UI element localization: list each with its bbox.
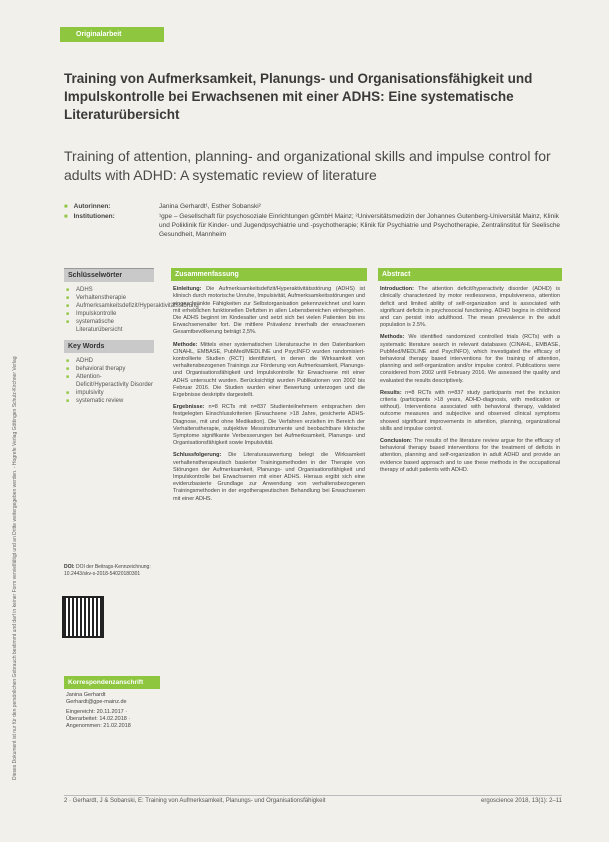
side-copyright-note (12, 40, 22, 780)
keyword-en: ■ Attention-Deficit/Hyperactivity Disorder (64, 373, 154, 389)
correspondence-email: Gerhardt@gpe-mainz.de (66, 699, 127, 705)
keyword-de: ■ Verhaltenstherapie (64, 294, 154, 302)
abstract-de-paragraph (173, 404, 365, 447)
correspondence-box (64, 676, 160, 733)
keywords-en-header: Key Words (64, 340, 154, 353)
keyword-en: ■ behavioral therapy (64, 365, 154, 373)
abstract-en-text: The attention deficit/hyperactivity disorder (ADHD) is clinically characterized by motor restlessness, impulsiveness, attention deficit and limited ability of self-organization and is associated with significant deficits in psychosocial functioning. ADHD begins in childhood and can persist into adulthood. The mean prevalence in the adult population is 2.5%. (380, 286, 560, 329)
abstract-en-label: Introduction: (380, 286, 414, 293)
abstract-en-header: Abstract (378, 268, 562, 281)
keyword-de: ■ Aufmerksamkeitsdefizit/Hyperaktivitätsstörung (64, 302, 154, 310)
correspondence-body (64, 689, 160, 733)
correspondence-header: Korrespondenzanschrift (64, 676, 160, 689)
abstract-en-label: Methods: (380, 334, 405, 341)
authors-label: ■ Autorinnen: (64, 202, 159, 212)
doi-block (64, 564, 160, 578)
keyword-en: ■ impulsivity (64, 389, 154, 397)
keyword-de: ■ Impulskontrolle (64, 310, 154, 318)
doi-label: DOI: (64, 564, 75, 570)
doi-value: DOI der Beitrags-Kennzeichnung: 10.2443/skv-s-2018-54020180301 (64, 564, 151, 577)
keywords-de-header: Schlüsselwörter (64, 269, 154, 282)
abstract-en-paragraph (380, 334, 560, 384)
abstract-de-text: Die Literaturauswertung belegt die Wirksamkeit verhaltenstherapeutisch basierter Trainingsmethoden in der Therapie von Störungen der Aufmerksamkeit, Planungs- und Organisationsfähigkeit und Impulskontrolle bei Erwachsenen mit einer ADHS. Hieraus ergibt sich eine evidenzbasierte Grundlage zur Anwendung von verhaltensbezogenen Trainingsmethoden in der ergotherapeutischen Behandlung bei Erwachsenen mit einer ADHS. (173, 452, 365, 502)
side-note-text: Dieses Dokument ist nur für den persönlichen Gebrauch bestimmt und darf in keiner Form vervielfältigt und an Dritte weitergegeben werden. - Hogrefe Verlag Göttingen Schulz-Kirchner Verlag (12, 356, 18, 780)
institutions-value: ¹gpe – Gesellschaft für psychosoziale Einrichtungen gGmbH Mainz; ²Universitätsmedizin der Johannes Gutenberg-Universität Mainz, Klinik und Poliklinik für Kinder- und Jugendpsychiatrie und -psychotherapie; Klinik für Psychiatrie und Psychotherapie, Zentralinstitut für Seelische Gesundheit, Mannheim (159, 213, 561, 238)
abstract-de-text: Die Aufmerksamkeitsdefizit/Hyperaktivitätsstörung (ADHS) ist klinisch durch motorische Unruhe, Impulsivität, Aufmerksamkeitsstörungen und eingeschränkte Fähigkeiten zur Selbstorganisation gekennzeichnet und kann mit erheblichen funktionellen Defiziten in allen Lebensbereichen einhergehen. Die ADHS beginnt im Kindesalter und setzt sich bei vielen Patienten bis ins Erwachsenenalter fort. Die mittlere Prävalenz innerhalb der erwachsenen Gesamtbevölkerung beträgt 2,5%. (173, 286, 366, 336)
keywords-en-list (64, 357, 154, 405)
correspondence-name: Janina Gerhardt (66, 692, 106, 698)
abstract-en-paragraph (380, 390, 560, 433)
title-german: Training von Aufmerksamkeit, Planungs- und Organisationsfähigkeit und Impulskontrolle bei Erwachsenen mit einer ADHS: Eine systematische Literaturübersicht (64, 71, 533, 122)
footer-journal: ergoscience 2018, 13(1): 2–11 (481, 798, 562, 804)
author-meta (64, 202, 564, 239)
correspondence-dates: Eingereicht: 20.11.2017 · Überarbeitet: 14.02.2018 · Angenommen: 21.02.2018 (66, 709, 131, 729)
section-tag: Originalarbeit (60, 27, 164, 42)
abstract-en-paragraph (380, 438, 560, 474)
authors-value: Janina Gerhardt¹, Esther Sobanski² (159, 203, 261, 210)
institutions-row (64, 212, 564, 239)
abstract-german (171, 268, 367, 503)
keyword-de: ■ ADHS (64, 286, 154, 294)
title-english: Training of attention, planning- and organizational skills and impulse control for adults with ADHD: A systematic review of literature (64, 148, 551, 183)
authors-row (64, 202, 564, 212)
abstract-de-header: Zusammenfassung (171, 268, 367, 281)
abstract-de-label: Methode: (173, 341, 198, 348)
abstract-en-label: Results: (380, 389, 402, 396)
keyword-en: ■ ADHD (64, 357, 154, 365)
abstract-de-text: Mittels einer systematischen Literatursuche in den Datenbanken CINAHL, EMBASE, PubMed/MEDLINE und PsycINFO wurden randomisiert-kontrollierte Studien (RCT) identifiziert, in denen die Wirksamkeit von verhaltensbezogenen Trainings zur Förderung von Aufmerksamkeit, Planungs- und Organisationsfähigkeit und Impulskontrolle für Erwachsene mit einer ADHS untersucht wurden. Berücksichtigt wurden Publikationen von 2002 bis Februar 2016. Die Studien wurden einer Bewertung unterzogen und die Ergebnisse deskriptiv dargestellt. (173, 341, 365, 399)
abstract-en-text: We identified randomized controlled trials (RCTs) with a systematic literature search in relevant databases (CINAHL, EMBASE, PubMed/MEDLINE and PsycINFO), which investigated the efficacy of behavioral therapy based interventions for the training of attention, planning and self-organization and/or impulse control. Publications were considered from 2002 until February 2016. We assessed the quality and evaluated the results descriptively. (380, 334, 560, 384)
abstract-english (378, 268, 562, 474)
abstract-en-text: The results of the literature review argue for the efficacy of behavioral therapy based interventions for the treatment of deficits in attention, planning and self-organization in adult ADHD and provide an evidence based approach and to use these methods in the occupational therapy of adult patients with ADHD. (380, 438, 560, 473)
abstract-de-label: Schlussfolgerung: (173, 452, 222, 459)
abstract-en-label: Conclusion: (380, 438, 412, 445)
abstract-en-paragraph (380, 286, 560, 329)
institutions-label: ■ Institutionen: (64, 212, 159, 239)
abstract-de-paragraph (173, 342, 365, 400)
page-footer (64, 795, 562, 804)
keyword-de: ■ systematische Literaturübersicht (64, 318, 154, 334)
abstract-de-paragraph (173, 452, 365, 502)
qr-code-icon (64, 598, 102, 636)
keyword-en: ■ systematic review (64, 397, 154, 405)
abstract-de-paragraph (173, 286, 365, 336)
footer-citation: 2 · Gerhardt, J & Sobanski, E: Training von Aufmerksamkeit, Planungs- und Organisationsfähigkeit (64, 798, 326, 804)
abstract-de-text: n=8 RCTs mit n=837 Studienteilnehmern entsprachen den festgelegten Einschlusskriterien (Erwachsene >18 Jahre, gesicherte ADHS-Diagnose, mit und ohne Medikation). Die Verfahren erzielten im Bereich der Verhaltenstherapie, subjektive Messinstrumente und beobachtbare klinische Symptome signifikante Verbesserungen bei Aufmerksamkeit, Planungs- und Organisationsfähigkeit sowie Impulsivität. (173, 404, 366, 447)
abstract-de-label: Einleitung: (173, 286, 202, 293)
abstract-en-text: n=8 RCTs with n=837 study participants met the inclusion criteria (participants >18 years, ADHD-diagnosis, with medication or without). Interventions associated with behavioral therapy, validated outcome measures and subjective and observed clinical symptoms showed significant improvements in attention, planning, organizational skills and impulse control. (380, 389, 561, 432)
abstract-de-label: Ergebnisse: (173, 404, 205, 411)
